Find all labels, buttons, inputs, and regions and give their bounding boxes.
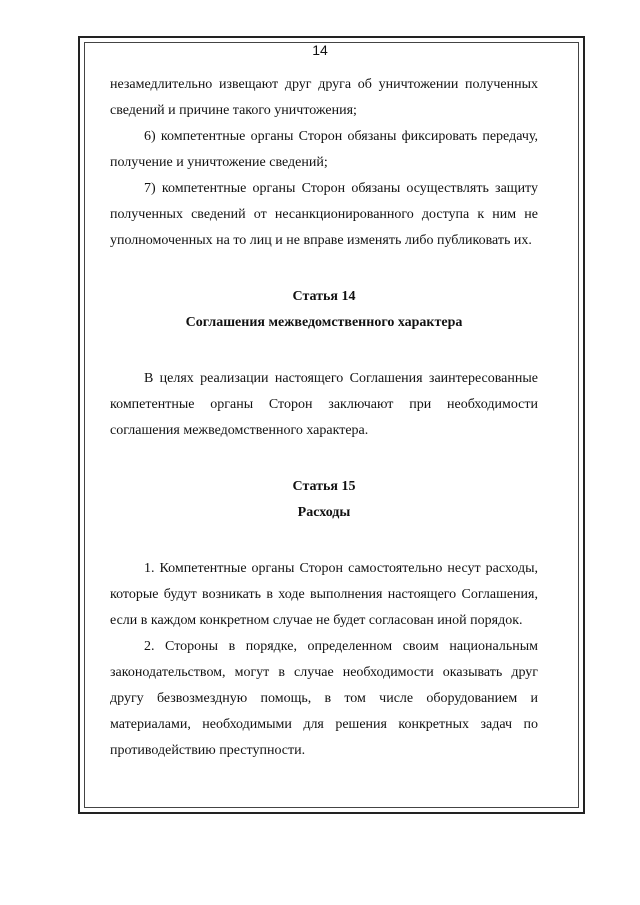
paragraph-item-7: 7) компетентные органы Сторон обязаны осуществлять защиту полученных сведений от несанкционированного доступа к ним не уполномоченных на то лиц и не вправе изменять либо публиковать их. bbox=[110, 181, 538, 248]
article-15-paragraph-1: 1. Компетентные органы Сторон самостоятельно несут расходы, которые будут возникать в ходе выполнения настоящего Соглашения, если в каждом конкретном случае не будет согласован иной порядок. bbox=[110, 561, 538, 628]
article-14-number: Статья 14 bbox=[292, 289, 356, 304]
article-15-paragraph-2: 2. Стороны в порядке, определенном своим национальным законодательством, могут в случае необходимости оказывать друг другу безвозмездную помощь, в том числе оборудованием и материалами, необходимыми для решения конкретных задач по противодействию преступности. bbox=[110, 639, 538, 758]
article-15-title: Расходы bbox=[297, 505, 351, 520]
spacer bbox=[110, 336, 538, 366]
page-number: 14 bbox=[312, 42, 328, 58]
spacer bbox=[110, 254, 538, 284]
article-15-number: Статья 15 bbox=[292, 479, 356, 494]
article-14-title: Соглашения межведомственного характера bbox=[185, 315, 463, 330]
spacer bbox=[110, 444, 538, 474]
paragraph-continuation: незамедлительно извещают друг друга об уничтожении полученных сведений и причине такого уничтожения; bbox=[110, 77, 538, 118]
document-body bbox=[110, 72, 538, 764]
spacer bbox=[110, 526, 538, 556]
article-14-paragraph: В целях реализации настоящего Соглашения заинтересованные компетентные органы Сторон заключают при необходимости соглашения межведомственного характера. bbox=[110, 371, 538, 438]
paragraph-item-6: 6) компетентные органы Сторон обязаны фиксировать передачу, получение и уничтожение сведений; bbox=[110, 129, 538, 170]
